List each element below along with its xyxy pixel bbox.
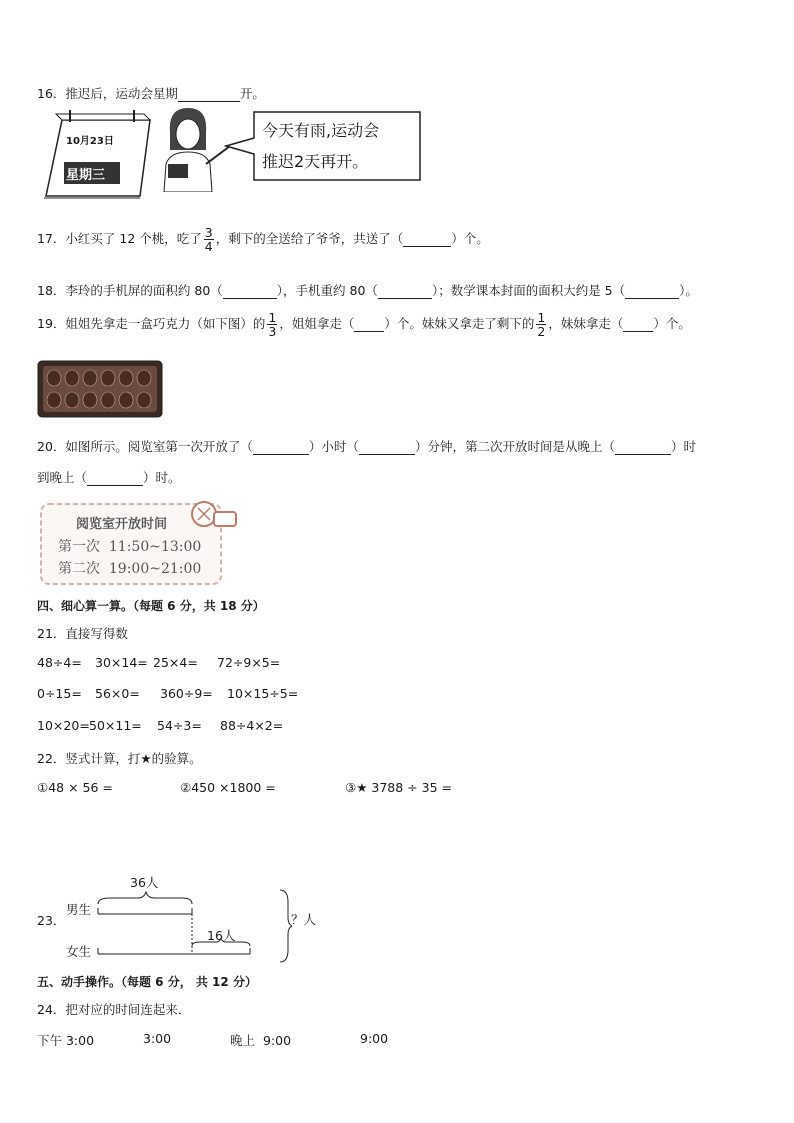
q20-line-2: 到晚上（ ）时。 (37, 470, 181, 485)
q21-item: 10×20= (37, 718, 90, 733)
q23-question: ？人 (291, 912, 317, 927)
q19-blank-1[interactable] (354, 316, 384, 332)
q24-time[interactable]: 9:00 (360, 1031, 389, 1046)
q23-line-diagram (96, 888, 292, 964)
q17-fraction: $\frac{3}{4}$ (204, 225, 213, 254)
calendar-illustration (40, 108, 152, 200)
q17-answer-blank[interactable] (403, 231, 451, 247)
sign-row-1: 第一次 11:50~13:00 (58, 539, 202, 555)
q19-fraction-1: $\frac{1}{3}$ (268, 310, 277, 339)
sign-row-2: 第二次 19:00~21:00 (58, 561, 202, 577)
q23-boys-label: 男生 (66, 902, 92, 917)
q22-item: ②450 ×1800 = (180, 780, 276, 795)
q24-time[interactable]: 晚上 9:00 (230, 1033, 292, 1048)
q20-line-1: 20．如图所示。阅览室第一次开放了（ ）小时（ ）分钟，第二次开放时间是从晚上（ ）时 (37, 439, 696, 454)
q18-blank-3[interactable] (625, 283, 679, 299)
q21-item: 48÷4= (37, 655, 82, 670)
q20-blank-4[interactable] (87, 470, 143, 486)
q23-boys-count: 36人 (130, 875, 159, 890)
q21-item: 88÷4×2= (220, 718, 284, 733)
teacher-illustration (148, 106, 234, 192)
q17-text: 17．小红买了 12 个桃，吃了 $\frac{3}{4}$ ，剩下的全送给了爷爷，共送了（ ）个。 (37, 225, 489, 254)
q20-blank-1[interactable] (253, 439, 309, 455)
q18-text: 18．李玲的手机屏的面积约 80（ ），手机重约 80（ ）；数学课本封面的面积大约是 5（ ）。 (37, 283, 698, 298)
q22-title: 22．竖式计算，打★的验算。 (37, 751, 202, 766)
q21-item: 30×14= (95, 655, 148, 670)
q24-time[interactable]: 下午 3:00 (37, 1033, 95, 1048)
q18-blank-1[interactable] (223, 283, 277, 299)
q19-text: 19．姐姐先拿走一盒巧克力（如下图）的 $\frac{1}{3}$ ，姐姐拿走（ ）个。妹妹又拿走了剩下的 $\frac{1}{2}$ ，妹妹拿走（ ）个。 (37, 310, 691, 339)
q21-item: 72÷9×5= (217, 655, 281, 670)
q23-difference: 16人 (207, 928, 236, 943)
q21-title: 21．直接写得数 (37, 626, 128, 641)
sign-title: 阅览室开放时间 (76, 517, 168, 532)
speech-line-1: 今天有雨,运动会 (262, 121, 380, 140)
q21-item: 10×15÷5= (227, 686, 299, 701)
q21-item: 25×4= (153, 655, 198, 670)
q23-girls-label: 女生 (66, 944, 92, 959)
q19-blank-2[interactable] (623, 316, 653, 332)
q21-item: 0÷15= (37, 686, 82, 701)
chocolate-box-image (37, 360, 163, 418)
q21-item: 50×11= (89, 718, 142, 733)
q21-item: 56×0= (95, 686, 140, 701)
q24-time[interactable]: 3:00 (143, 1031, 172, 1046)
calendar-date: 10月23日 (66, 136, 114, 147)
q20-blank-2[interactable] (359, 439, 415, 455)
q23-number: 23． (37, 913, 66, 928)
q22-item: ①48 × 56 = (37, 780, 113, 795)
q21-item: 360÷9= (160, 686, 213, 701)
q16-answer-blank[interactable] (178, 86, 240, 102)
q20-blank-3[interactable] (615, 439, 671, 455)
q19-fraction-2: $\frac{1}{2}$ (537, 310, 546, 339)
q18-blank-2[interactable] (378, 283, 432, 299)
q16-text: 16．推迟后，运动会星期 开。 (37, 86, 265, 101)
section-5-title: 五、动手操作。（每题 6 分， 共 12 分） (37, 975, 257, 989)
calendar-weekday: 星期三 (66, 168, 106, 183)
q21-item: 54÷3= (157, 718, 202, 733)
q22-item: ③★ 3788 ÷ 35 = (345, 780, 452, 795)
speech-line-2: 推迟2天再开。 (262, 152, 369, 171)
q24-title: 24．把对应的时间连起来． (37, 1002, 191, 1017)
section-4-title: 四、细心算一算。（每题 6 分，共 18 分） (37, 599, 265, 613)
